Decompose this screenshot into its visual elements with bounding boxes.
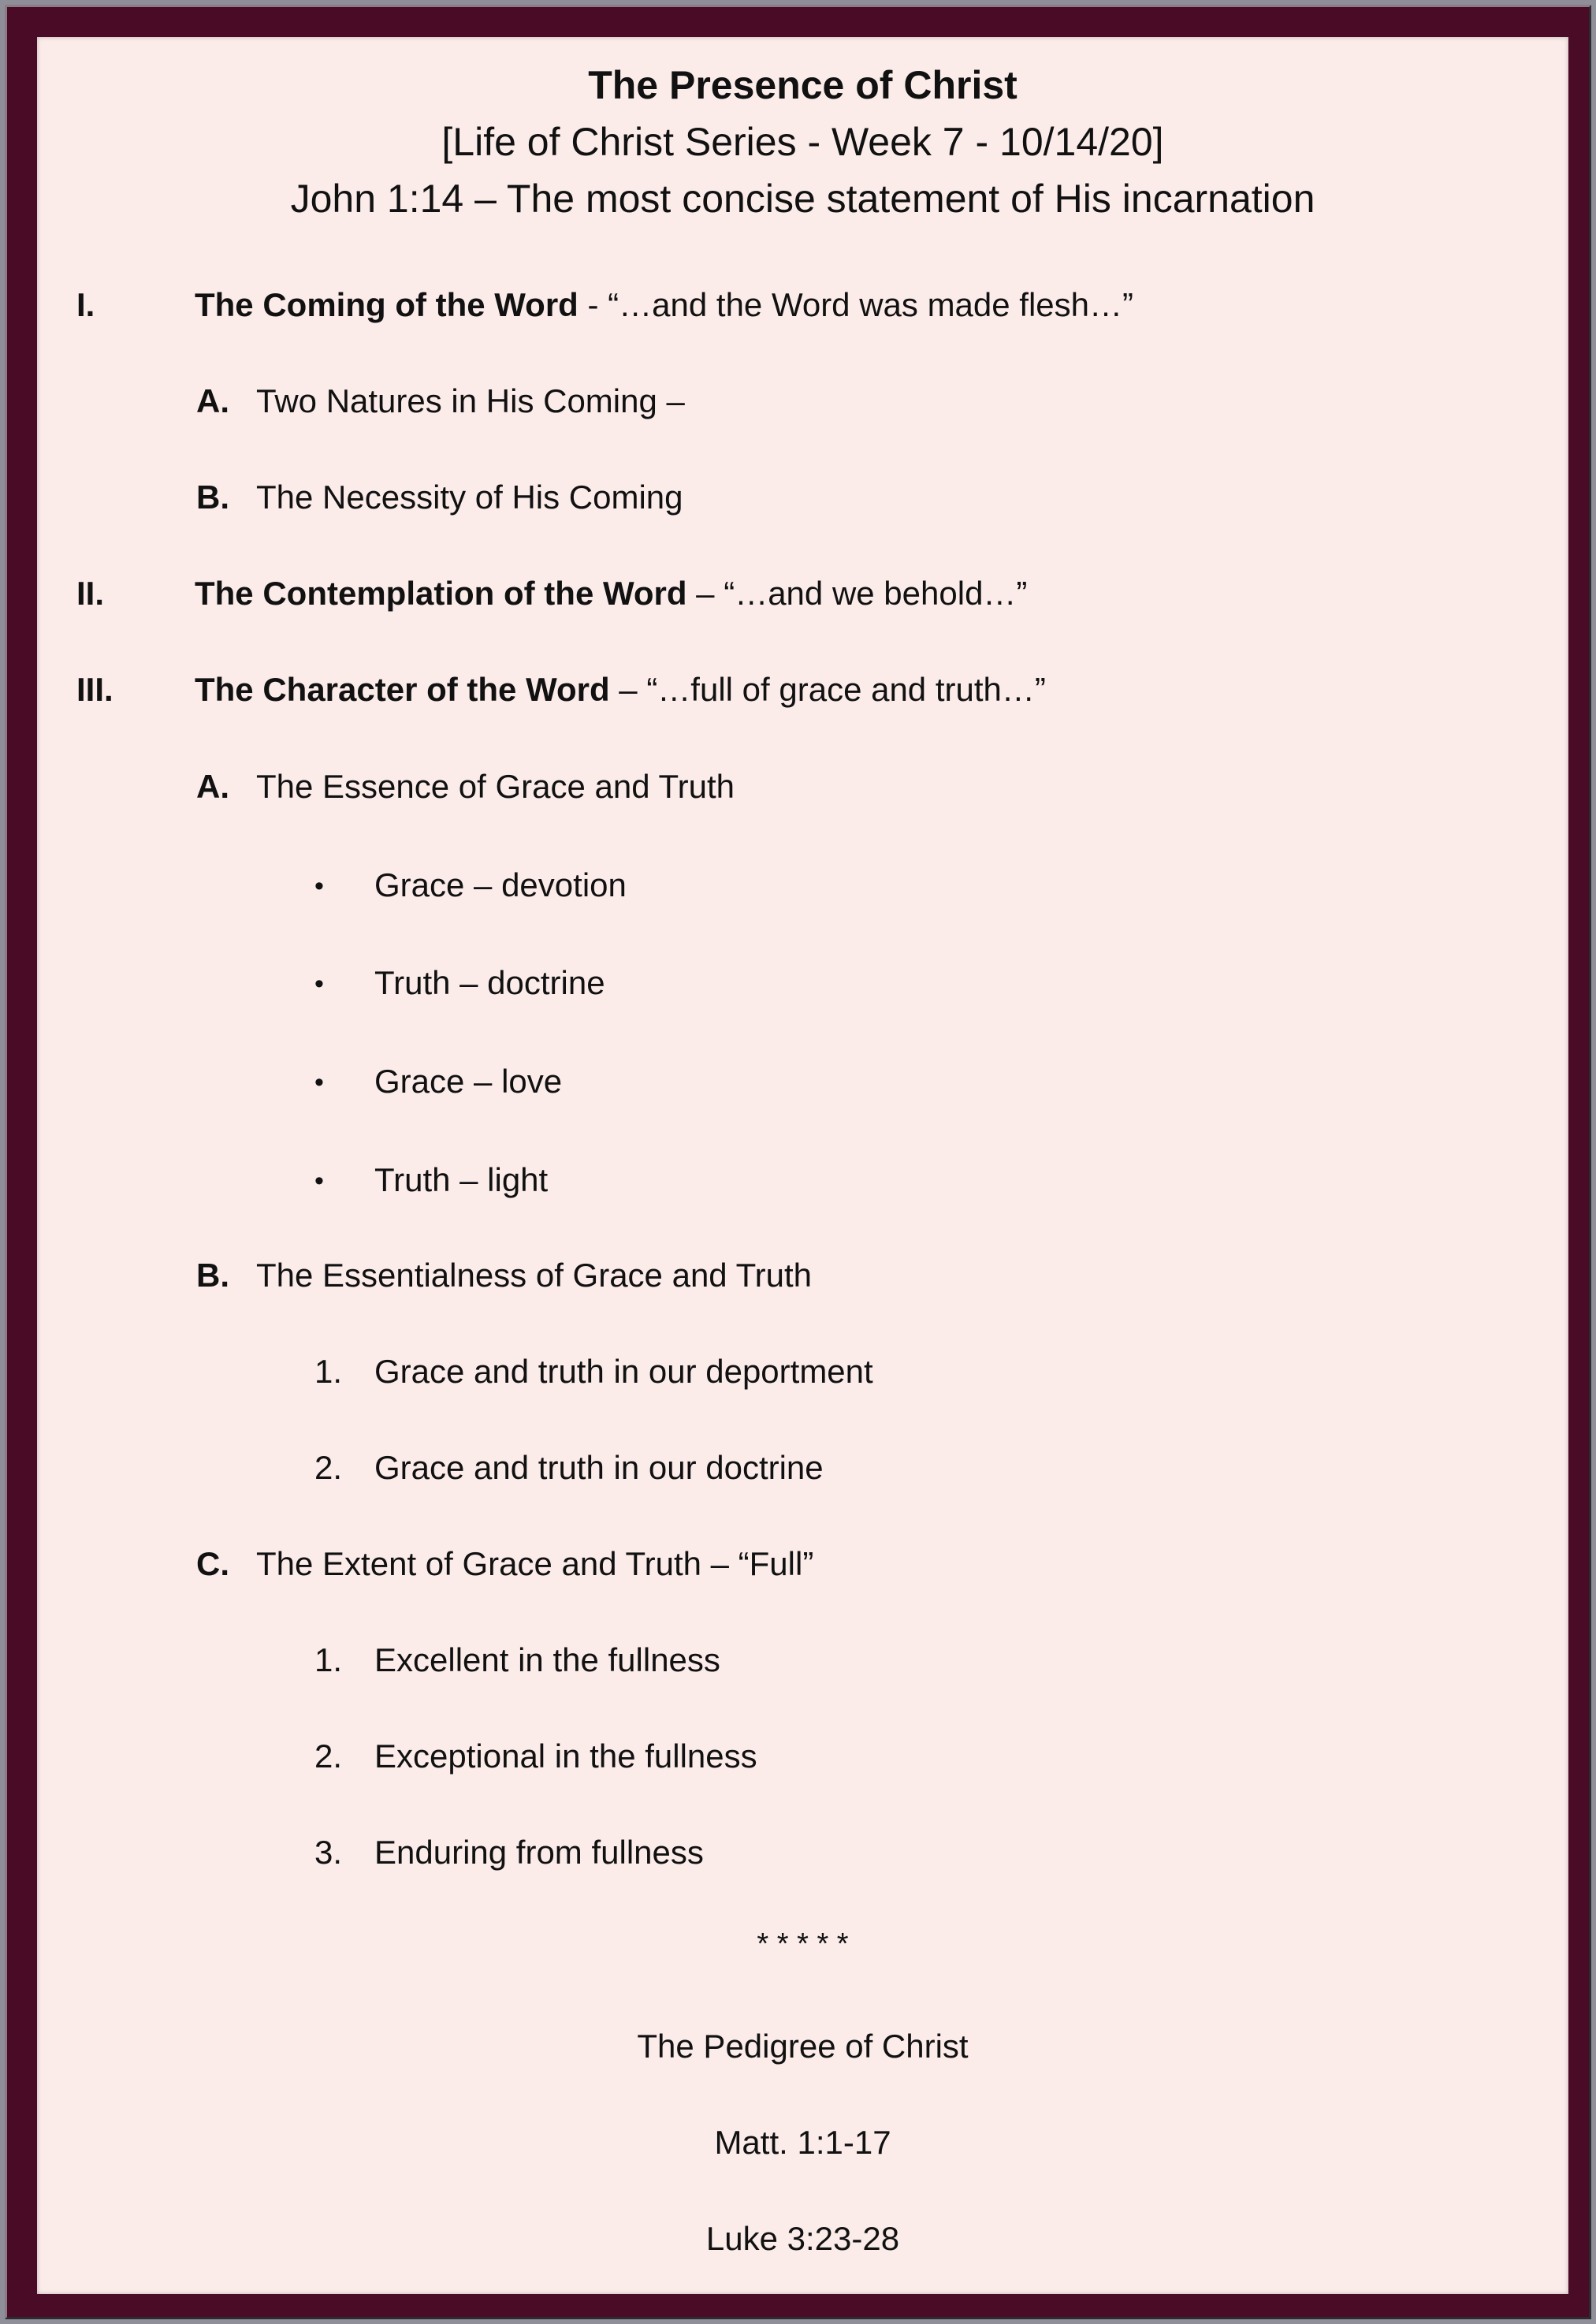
bullet-item: Truth – light	[374, 1161, 549, 1198]
scripture-subtitle: John 1:14 – The most concise statement of His incarnation	[290, 177, 1315, 221]
list-number: 2.	[314, 1737, 343, 1775]
scripture-reference: Luke 3:23-28	[705, 2220, 900, 2257]
point-3a-text: The Essence of Grace and Truth	[256, 768, 735, 805]
next-lesson-title: The Pedigree of Christ	[637, 2028, 969, 2065]
list-number: 3.	[314, 1834, 343, 1871]
bullet-item: Grace – love	[374, 1063, 563, 1100]
point-1b-marker: B.	[196, 479, 229, 516]
roman-numeral-2: II.	[76, 575, 105, 612]
bullet-icon: •	[314, 969, 324, 999]
section-1-heading	[195, 286, 1133, 324]
point-3c-text: The Extent of Grace and Truth – “Full”	[256, 1545, 814, 1582]
list-item: Enduring from fullness	[374, 1834, 704, 1871]
point-3b-text: The Essentialness of Grace and Truth	[256, 1257, 813, 1294]
scripture-reference: Matt. 1:1-17	[714, 2124, 891, 2161]
point-3a-marker: A.	[196, 768, 229, 805]
point-1a-marker: A.	[196, 382, 229, 419]
series-subtitle: [Life of Christ Series - Week 7 - 10/14/20]	[441, 120, 1164, 164]
bullet-icon: •	[314, 1067, 324, 1097]
roman-numeral-3: III.	[76, 671, 113, 708]
point-3c-marker: C.	[196, 1545, 229, 1582]
bullet-item: Truth – doctrine	[374, 964, 605, 1001]
bullet-icon: •	[314, 1166, 324, 1196]
section-3-title: The Character of the Word	[195, 671, 610, 708]
list-item: Grace and truth in our doctrine	[374, 1449, 824, 1486]
list-item: Grace and truth in our deportment	[374, 1353, 873, 1390]
section-2-title: The Contemplation of the Word	[195, 575, 687, 612]
section-divider-stars: * * * * *	[757, 1927, 849, 1961]
point-3b-marker: B.	[196, 1257, 229, 1294]
page-frame	[5, 5, 1591, 2319]
list-item: Excellent in the fullness	[374, 1641, 720, 1678]
document-page	[37, 37, 1568, 2294]
section-1-quote: - “…and the Word was made flesh…”	[578, 286, 1133, 323]
list-number: 2.	[314, 1449, 343, 1486]
section-3-heading	[195, 671, 1046, 709]
list-item: Exceptional in the fullness	[374, 1737, 757, 1775]
section-2-quote: – “…and we behold…”	[686, 575, 1028, 612]
list-number: 1.	[314, 1353, 343, 1390]
section-2-heading	[195, 575, 1027, 613]
bullet-icon: •	[314, 871, 324, 901]
section-1-title: The Coming of the Word	[195, 286, 579, 323]
document-title: The Presence of Christ	[588, 63, 1017, 107]
point-1b-text: The Necessity of His Coming	[256, 479, 683, 516]
section-3-quote: – “…full of grace and truth…”	[609, 671, 1046, 708]
point-1a-text: Two Natures in His Coming –	[256, 382, 685, 419]
bullet-item: Grace – devotion	[374, 866, 627, 903]
list-number: 1.	[314, 1641, 343, 1678]
roman-numeral-1: I.	[76, 286, 95, 323]
